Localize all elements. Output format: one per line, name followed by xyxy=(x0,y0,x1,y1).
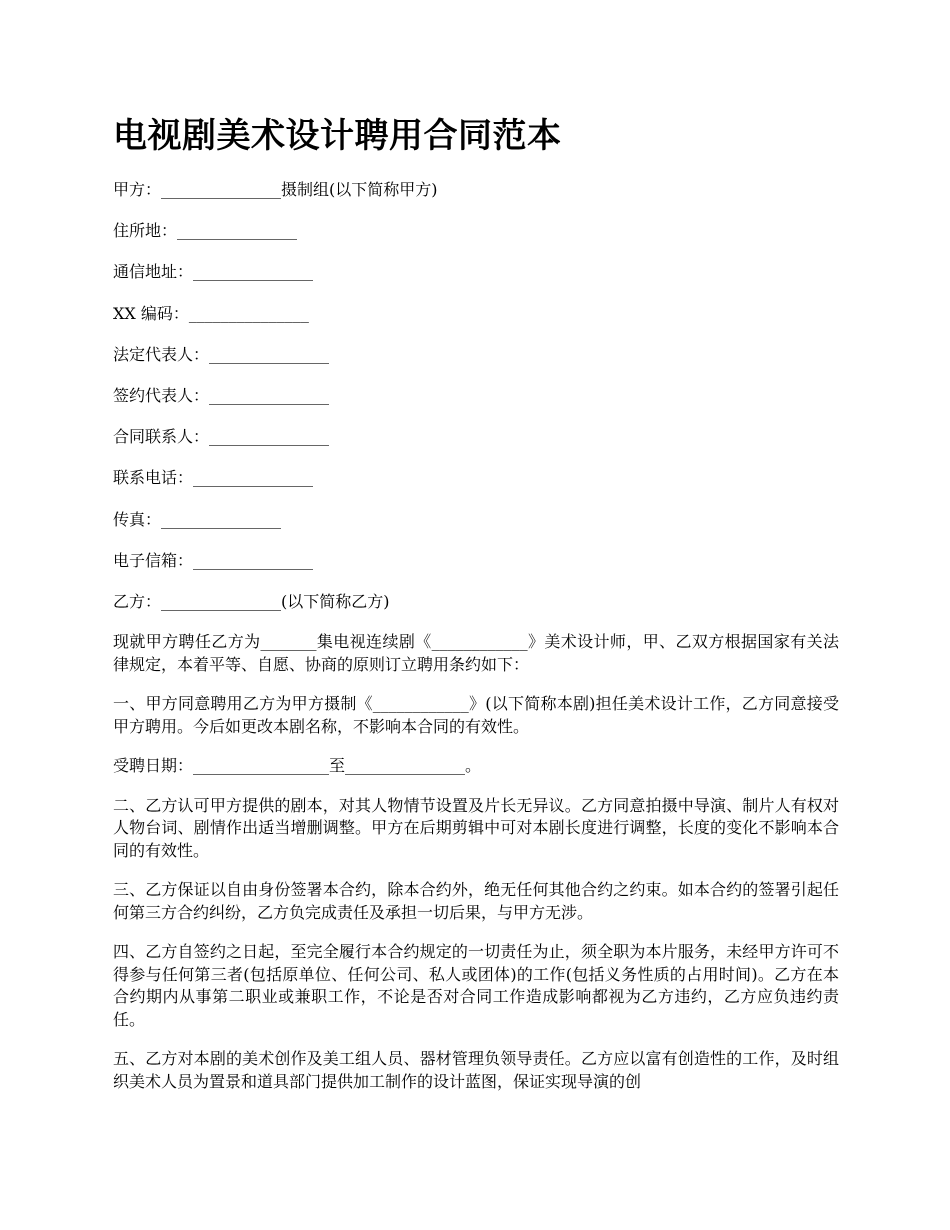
document-title: 电视剧美术设计聘用合同范本 xyxy=(113,116,562,156)
preamble-paragraph: 现就甲方聘任乙方为_______集电视连续剧《____________》美术设计师，甲、乙双方根据国家有关法律规定，本着平等、自愿、协商的原则订立聘用条约如下： xyxy=(113,632,839,674)
party-b-line: 乙方：_______________(以下简称乙方) xyxy=(113,591,390,611)
clause-3-paragraph: 三、乙方保证以自由身份签署本合约，除本合约外，绝无任何其他合约之约束。如本合约的签署引起任何第三方合约纠纷，乙方负完成责任及承担一切后果，与甲方无涉。 xyxy=(113,880,839,922)
clause-2-paragraph: 二、乙方认可甲方提供的剧本，对其人物情节设置及片长无异议。乙方同意拍摄中导演、制片人有权对人物台词、剧情作出适当增删调整。甲方在后期剪辑中可对本剧长度进行调整，长度的变化不影响本合同的有效性。 xyxy=(113,795,839,860)
clause-1-paragraph: 一、甲方同意聘用乙方为甲方摄制《____________》(以下简称本剧)担任美术设计工作，乙方同意接受甲方聘用。今后如更改本剧名称，不影响本合同的有效性。 xyxy=(113,694,839,736)
email-line: 电子信箱：_______________ xyxy=(113,550,314,570)
party-a-line: 甲方：_______________摄制组(以下简称甲方) xyxy=(113,180,438,199)
clause-4-paragraph: 四、乙方自签约之日起，至完全履行本合约规定的一切责任为止，须全职为本片服务，未经甲方许可不得参与任何第三者(包括原单位、任何公司、私人或团体)的工作(包括义务性质的占用时间)。乙方在本合约期内从事第二职业或兼职工作，不论是否对合同工作造成影响都视为乙方违约，乙方应负违约责任。 xyxy=(113,942,839,1029)
contract-page xyxy=(113,108,839,1110)
signing-representative-line: 签约代表人：_______________ xyxy=(113,385,330,405)
fax-line: 传真：_______________ xyxy=(113,509,282,529)
postal-code-line: XX 编码：_______________ xyxy=(113,303,309,323)
contract-contact-line: 合同联系人：_______________ xyxy=(113,427,330,447)
contract-body xyxy=(113,631,839,1093)
employment-period-line: 受聘日期：_________________至_______________。 xyxy=(113,756,482,776)
address-line: 住所地：_______________ xyxy=(113,221,298,241)
clause-5-paragraph: 五、乙方对本剧的美术创作及美工组人员、器材管理负领导责任。乙方应以富有创造性的工作，及时组织美术人员为置景和道具部门提供加工制作的设计蓝图，保证实现导演的创 xyxy=(113,1049,839,1091)
legal-representative-line: 法定代表人：_______________ xyxy=(113,344,330,364)
party-info-section xyxy=(113,178,839,614)
phone-line: 联系电话：_______________ xyxy=(113,468,314,488)
mailing-address-line: 通信地址：_______________ xyxy=(113,262,314,282)
